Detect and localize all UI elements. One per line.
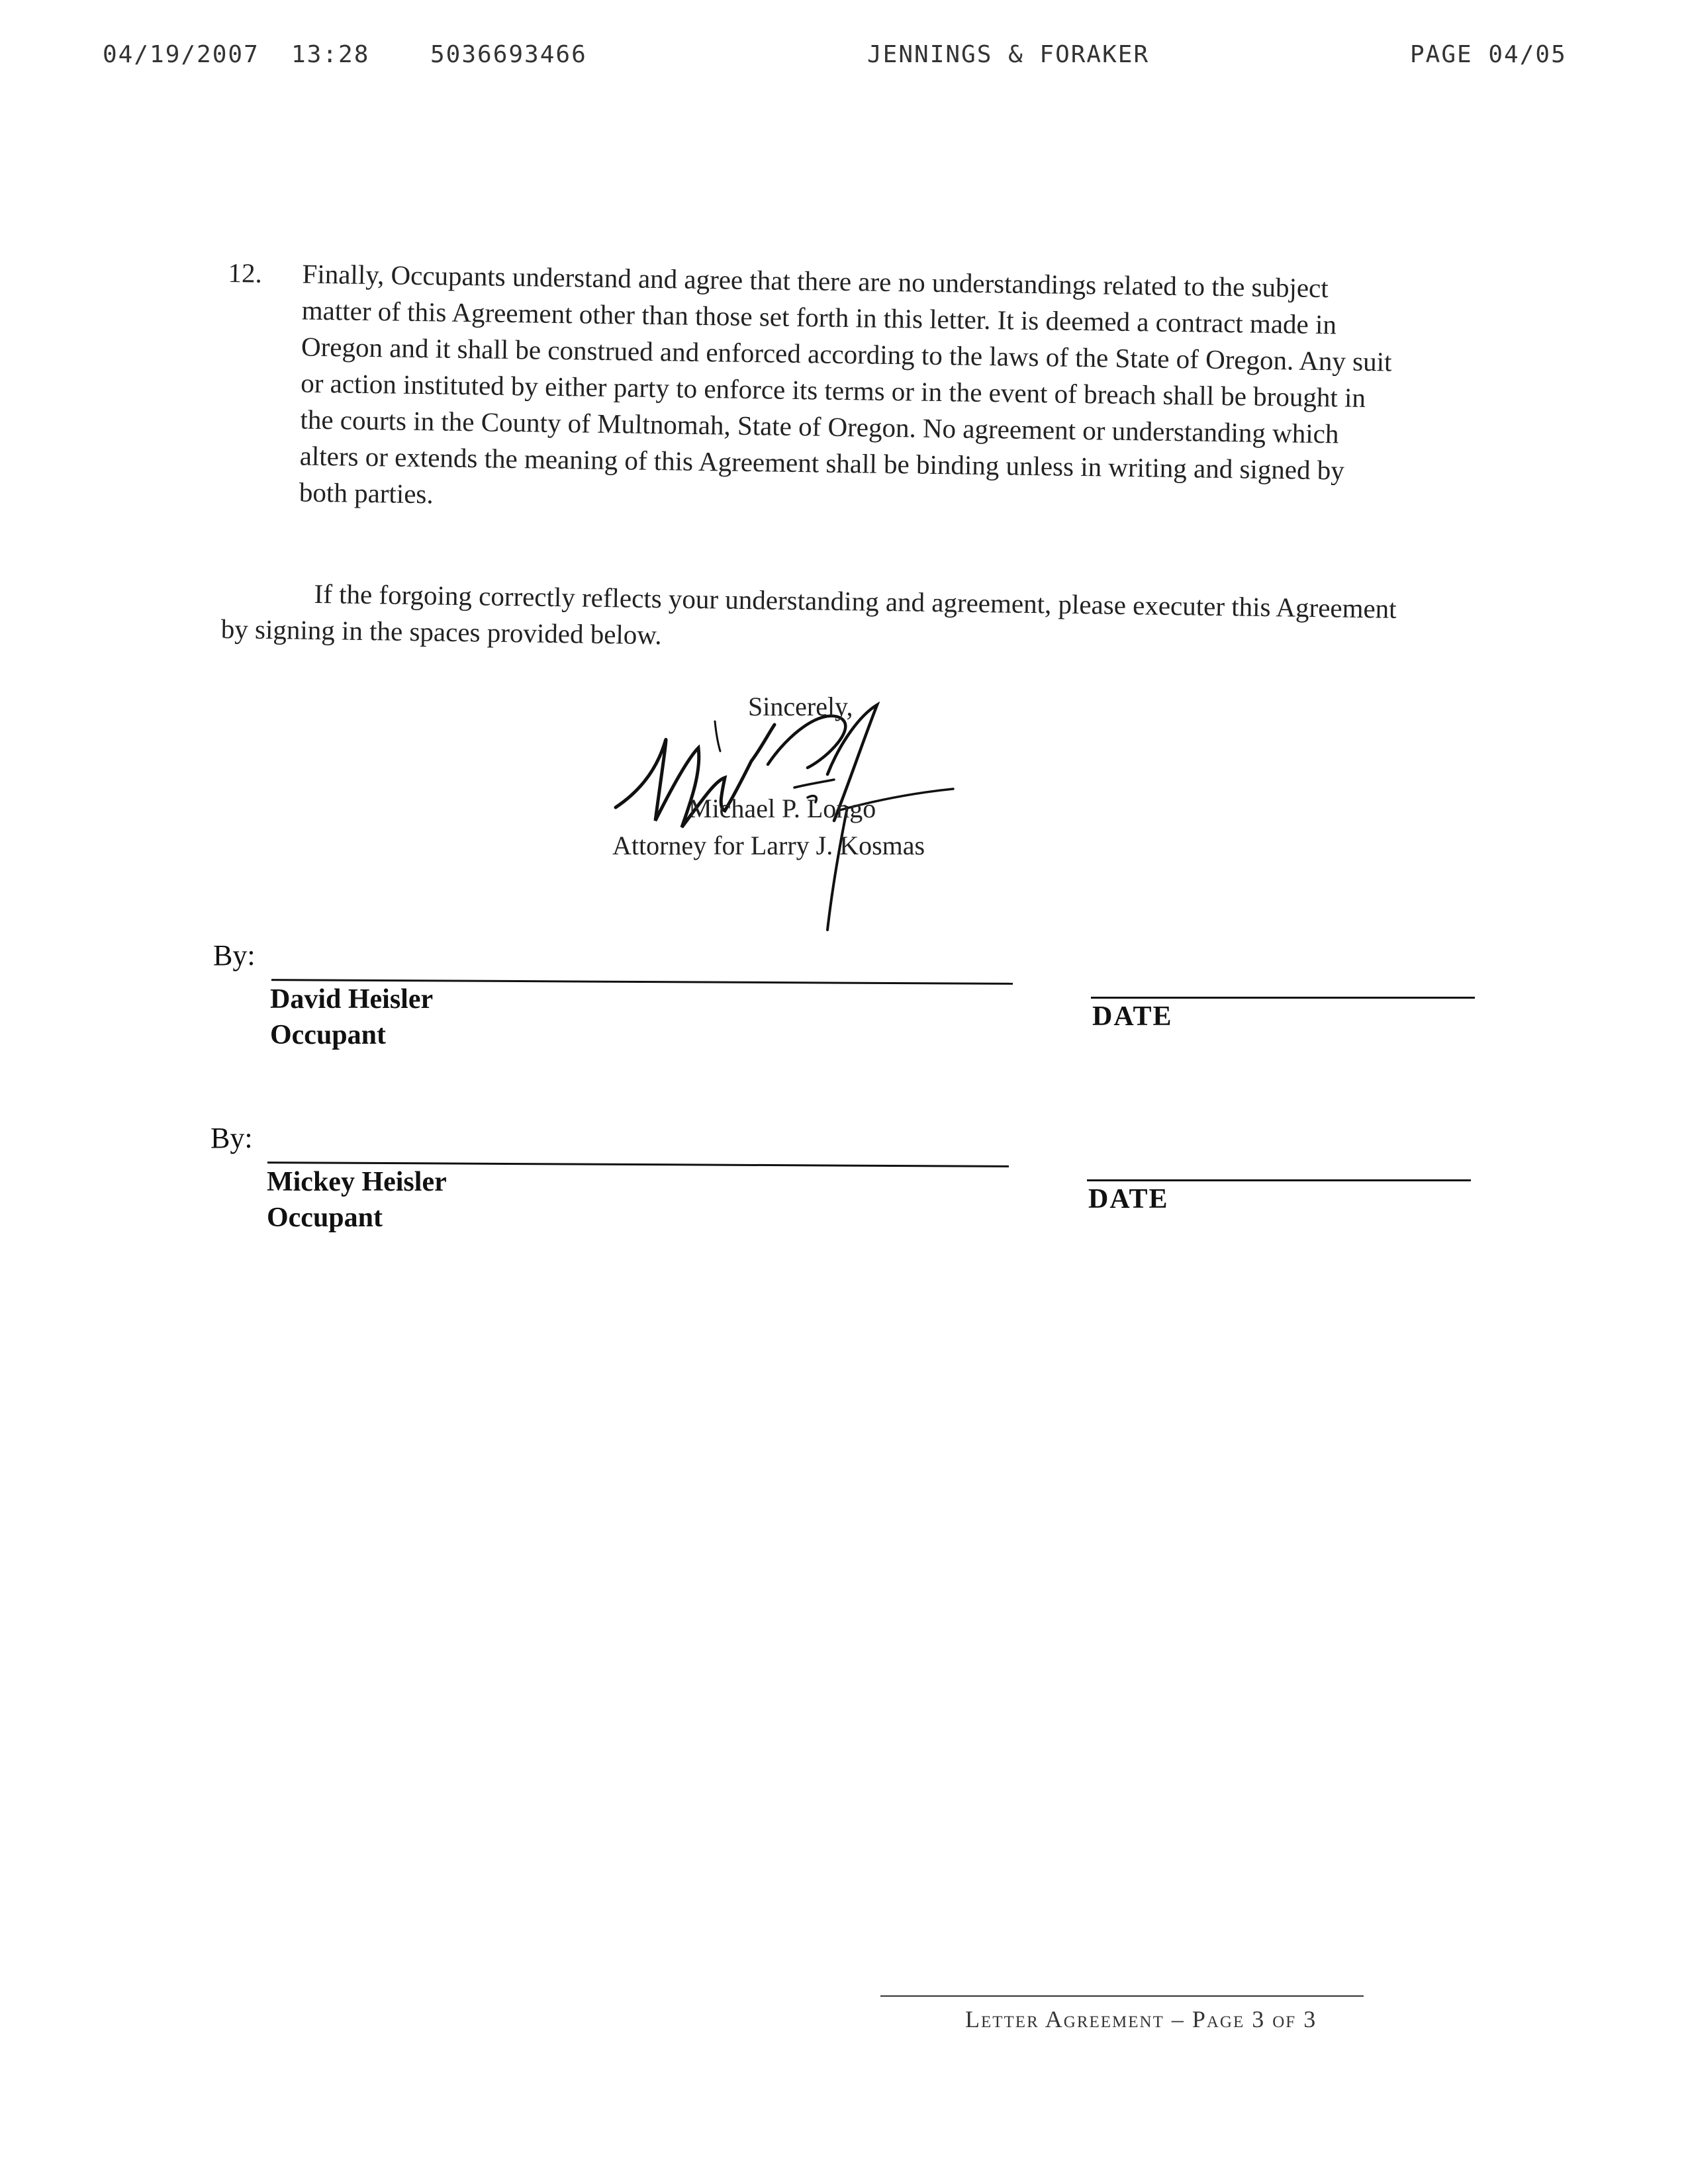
closing-paragraph: If the forgoing correctly reflects your understanding and agreement, please executer this Agreement by signing in the spaces provided below.	[220, 578, 1397, 651]
signer-role: Occupant	[270, 1020, 387, 1050]
signer-attorney-name: Michael P. Longo	[688, 794, 876, 823]
clause-number: 12.	[228, 257, 263, 289]
date-label: DATE	[1092, 1001, 1173, 1032]
footer-rule	[880, 1995, 1364, 1997]
signer-attorney-title: Attorney for Larry J. Kosmas	[612, 831, 925, 860]
date-label: DATE	[1088, 1184, 1169, 1214]
fax-phone: 5036693466	[430, 41, 587, 68]
signer-role: Occupant	[267, 1203, 383, 1233]
fax-sender: JENNINGS & FORAKER	[867, 41, 1150, 68]
footer-page-label: Letter Agreement – Page 3 of 3	[965, 2006, 1317, 2032]
date-line	[1091, 997, 1475, 999]
clause-12	[228, 255, 1420, 510]
by-label: By:	[213, 939, 256, 972]
by-label: By:	[211, 1122, 253, 1154]
fax-time: 13:28	[291, 41, 370, 68]
fax-date: 04/19/2007	[103, 41, 259, 68]
clause-text: Finally, Occupants understand and agree that there are no understandings related to the subject matter of this Agreement other than those set forth in this letter. It is deemed a contract made in Oregon and it shall be construed and enforced according to the laws of the State of Oregon. Any suit or action instituted by either party to enforce its terms or in the event of breach shall be brought in the courts in the County of Multnomah, State of Oregon. No agreement or understanding which alters or extends the meaning of this Agreement shall be binding unless in writing and signed by both parties.	[299, 258, 1392, 510]
fax-header	[0, 41, 1688, 74]
signer-name: David Heisler	[270, 984, 434, 1015]
signer-name: Mickey Heisler	[267, 1167, 447, 1197]
date-line	[1087, 1179, 1471, 1181]
signature-block	[612, 688, 1076, 864]
salutation: Sincerely,	[748, 692, 853, 721]
fax-page: PAGE 04/05	[1410, 41, 1567, 68]
